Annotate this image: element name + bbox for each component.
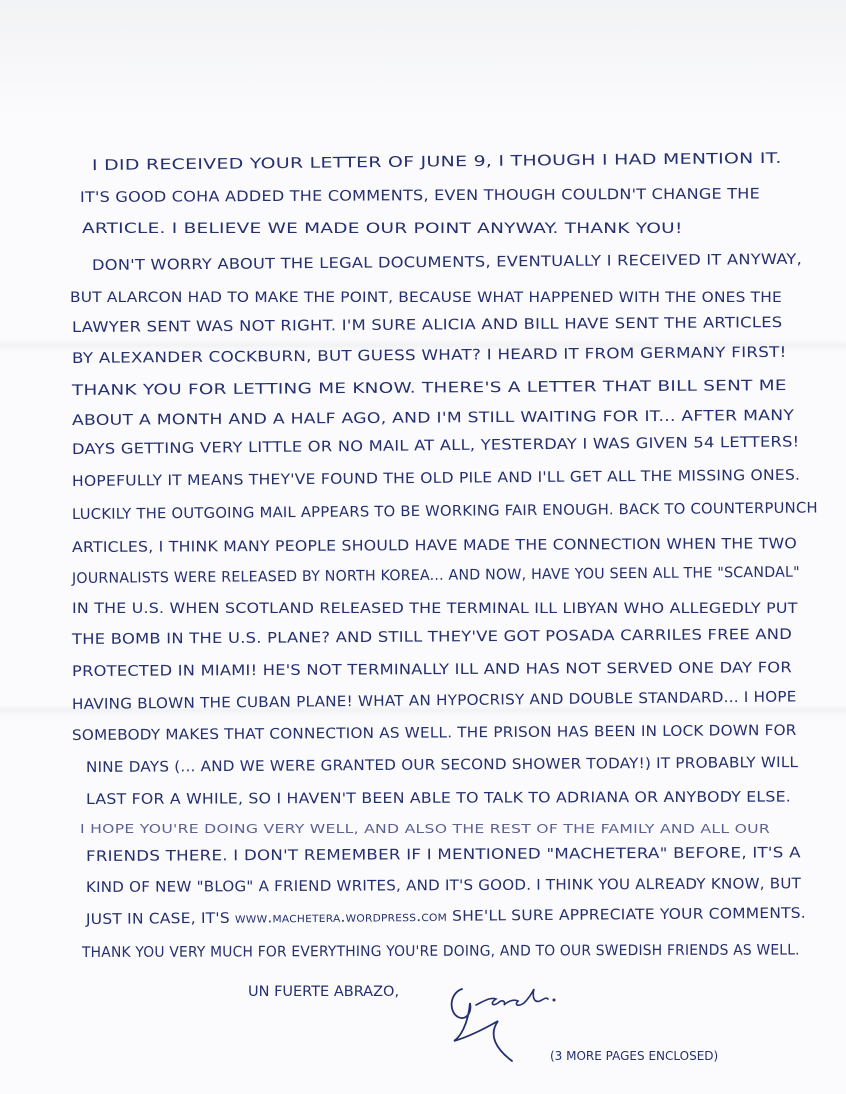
letter-line: IT'S GOOD COHA ADDED THE COMMENTS, EVEN THOUGH COULDN'T CHANGE THE — [79, 186, 761, 206]
letter-line: LAWYER SENT WAS NOT RIGHT. I'M SURE ALICIA AND BILL HAVE SENT THE ARTICLES — [71, 315, 783, 336]
letter-line: ARTICLES, I THINK MANY PEOPLE SHOULD HAVE MADE THE CONNECTION WHEN THE TWO — [71, 536, 798, 556]
letter-line: IN THE U.S. WHEN SCOTLAND RELEASED THE TERMINAL ILL LIBYAN WHO ALLEGEDLY PUT — [72, 601, 798, 617]
letter-line: I DID RECEIVED YOUR LETTER OF JUNE 9, I THOUGH I HAD MENTION IT. — [91, 150, 782, 174]
letter-line: PROTECTED IN MIAMI! HE'S NOT TERMINALLY ILL AND HAS NOT SERVED ONE DAY FOR — [71, 660, 792, 680]
enclosure-note: (3 MORE PAGES ENCLOSED) — [550, 1049, 719, 1063]
letter-line: DAYS GETTING VERY LITTLE OR NO MAIL AT ALL, YESTERDAY I WAS GIVEN 54 LETTERS! — [71, 434, 800, 458]
letter-line: ABOUT A MONTH AND A HALF AGO, AND I'M STILL WAITING FOR IT... AFTER MANY — [71, 407, 795, 429]
letter-line: JOURNALISTS WERE RELEASED BY NORTH KOREA... AND NOW, HAVE YOU SEEN ALL THE "SCANDAL" — [71, 564, 800, 587]
letter-line: ARTICLE. I BELIEVE WE MADE OUR POINT ANYWAY. THANK YOU! — [82, 221, 683, 237]
letter-line: HOPEFULLY IT MEANS THEY'VE FOUND THE OLD PILE AND I'LL GET ALL THE MISSING ONES. — [71, 467, 801, 490]
letter-line: NINE DAYS (... AND WE WERE GRANTED OUR SECOND SHOWER TODAY!) IT PROBABLY WILL — [85, 755, 799, 776]
letter-line: LAST FOR A WHILE, SO I HAVEN'T BEEN ABLE TO TALK TO ADRIANA OR ANYBODY ELSE. — [85, 789, 792, 808]
letter-line: BY ALEXANDER COCKBURN, BUT GUESS WHAT? I HEARD IT FROM GERMANY FIRST! — [71, 344, 787, 367]
letter-line: I HOPE YOU'RE DOING VERY WELL, AND ALSO THE REST OF THE FAMILY AND ALL OUR — [80, 822, 771, 836]
letter-line: JUST IN CASE, IT'S www.machetera.wordpress.com SHE'LL SURE APPRECIATE YOUR COMMENTS. — [85, 905, 806, 928]
letter-line: THE BOMB IN THE U.S. PLANE? AND STILL THEY'VE GOT POSADA CARRILES FREE AND — [71, 626, 793, 648]
letter-line: FRIENDS THERE. I DON'T REMEMBER IF I MENTIONED "MACHETERA" BEFORE, IT'S A — [85, 845, 801, 865]
letter-line: HAVING BLOWN THE CUBAN PLANE! WHAT AN HYPOCRISY AND DOUBLE STANDARD... I HOPE — [71, 689, 797, 713]
letter-line: KIND OF NEW "BLOG" A FRIEND WRITES, AND IT'S GOOD. I THINK YOU ALREADY KNOW, BUT — [85, 876, 802, 896]
letter-line: THANK YOU FOR LETTING ME KNOW. THERE'S A LETTER THAT BILL SENT ME — [71, 378, 787, 399]
letter-line: BUT ALARCON HAD TO MAKE THE POINT, BECAUSE WHAT HAPPENED WITH THE ONES THE — [70, 290, 782, 306]
letter-line: LUCKILY THE OUTGOING MAIL APPEARS TO BE WORKING FAIR ENOUGH. BACK TO COUNTERPUNCH — [71, 500, 818, 523]
letter-line: THANK YOU VERY MUCH FOR EVERYTHING YOU'RE DOING, AND TO OUR SWEDISH FRIENDS AS WELL. — [81, 942, 800, 961]
closing-salutation: UN FUERTE ABRAZO, — [248, 984, 400, 1000]
letter-line: SOMEBODY MAKES THAT CONNECTION AS WELL. THE PRISON HAS BEEN IN LOCK DOWN FOR — [71, 722, 797, 744]
letter-line: DON'T WORRY ABOUT THE LEGAL DOCUMENTS, EVENTUALLY I RECEIVED IT ANYWAY, — [91, 251, 803, 274]
